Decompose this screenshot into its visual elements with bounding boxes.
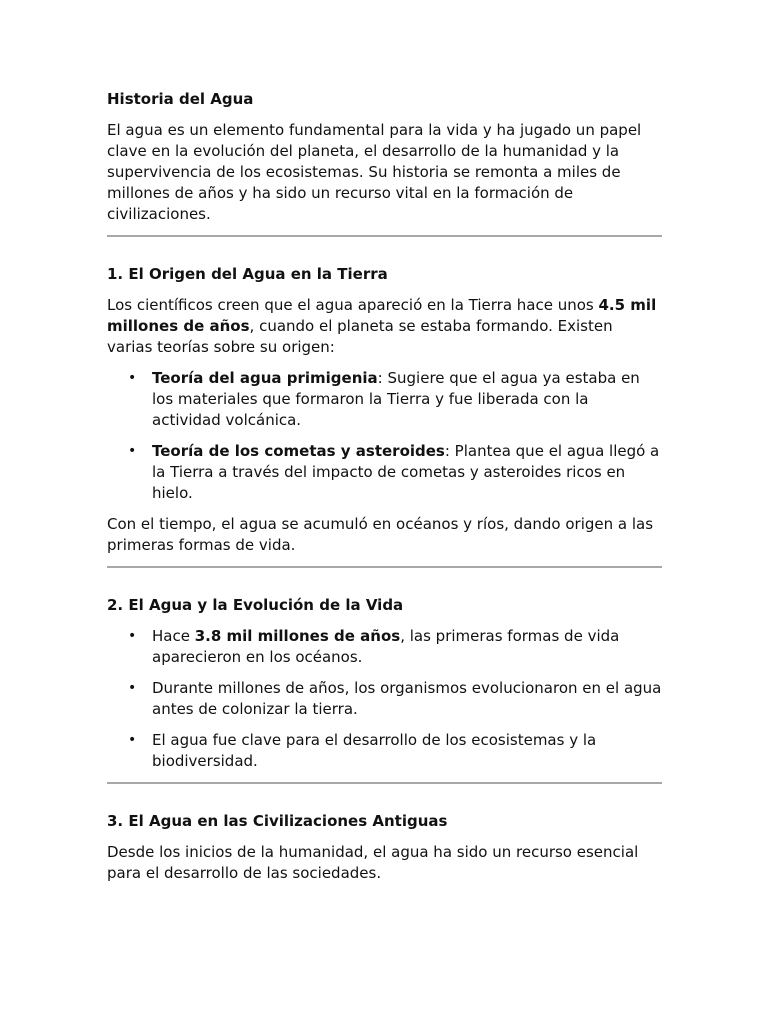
list-item bbox=[128, 368, 662, 431]
section-1-paragraph-1 bbox=[107, 295, 662, 358]
list-item bbox=[128, 441, 662, 504]
list-item-text: : Plantea que el agua llegó a la Tierra a través del impacto de cometas y asteroides ricos en hielo. bbox=[152, 442, 660, 502]
section-1-text-b: , cuando el planeta se estaba formando. Existen varias teorías sobre su origen: bbox=[107, 317, 613, 356]
bullet-icon: • bbox=[128, 443, 137, 459]
list-item-text: Durante millones de años, los organismos evolucionaron en el agua antes de colonizar la tierra. bbox=[152, 679, 662, 718]
section-2-list bbox=[107, 626, 662, 772]
section-1-heading: 1. El Origen del Agua en la Tierra bbox=[107, 265, 388, 283]
section-3-paragraph-1: Desde los inicios de la humanidad, el agua ha sido un recurso esencial para el desarrollo de las sociedades. bbox=[107, 843, 639, 882]
bullet-icon: • bbox=[128, 732, 137, 748]
list-item bbox=[128, 730, 662, 772]
section-1-paragraph-2: Con el tiempo, el agua se acumuló en océanos y ríos, dando origen a las primeras formas de vida. bbox=[107, 515, 654, 554]
document-title: Historia del Agua bbox=[107, 90, 254, 108]
bullet-icon: • bbox=[128, 628, 137, 644]
section-2-heading: 2. El Agua y la Evolución de la Vida bbox=[107, 596, 404, 614]
list-item-text: Hace bbox=[152, 627, 195, 645]
section-divider bbox=[107, 782, 662, 784]
section-divider bbox=[107, 566, 662, 568]
list-item-text: : Sugiere que el agua ya estaba en los materiales que formaron la Tierra y fue liberada con la actividad volcánica. bbox=[152, 369, 640, 429]
section-1-text-a: Los científicos creen que el agua apareció en la Tierra hace unos bbox=[107, 296, 599, 314]
bullet-icon: • bbox=[128, 680, 137, 696]
document-content bbox=[107, 89, 662, 894]
list-item-bold: Teoría del agua primigenia bbox=[152, 369, 378, 387]
section-1-bold-text: 4.5 mil millones de años bbox=[107, 296, 657, 335]
section-divider bbox=[107, 235, 662, 237]
list-item-text: , las primeras formas de vida aparecieron en los océanos. bbox=[152, 627, 620, 666]
list-item-bold: 3.8 mil millones de años bbox=[194, 627, 401, 645]
list-item bbox=[128, 626, 662, 668]
bullet-icon: • bbox=[128, 370, 137, 386]
intro-paragraph: El agua es un elemento fundamental para la vida y ha jugado un papel clave en la evolución del planeta, el desarrollo de la humanidad y la supervivencia de los ecosistemas. Su historia se remonta a miles de millones de años y ha sido un recurso vital en la formación de civilizaciones. bbox=[107, 121, 642, 223]
section-3-heading: 3. El Agua en las Civilizaciones Antiguas bbox=[107, 812, 448, 830]
list-item bbox=[128, 678, 662, 720]
section-1-list bbox=[107, 368, 662, 504]
list-item-bold: Teoría de los cometas y asteroides bbox=[152, 442, 445, 460]
list-item-text: El agua fue clave para el desarrollo de los ecosistemas y la biodiversidad. bbox=[152, 731, 597, 770]
